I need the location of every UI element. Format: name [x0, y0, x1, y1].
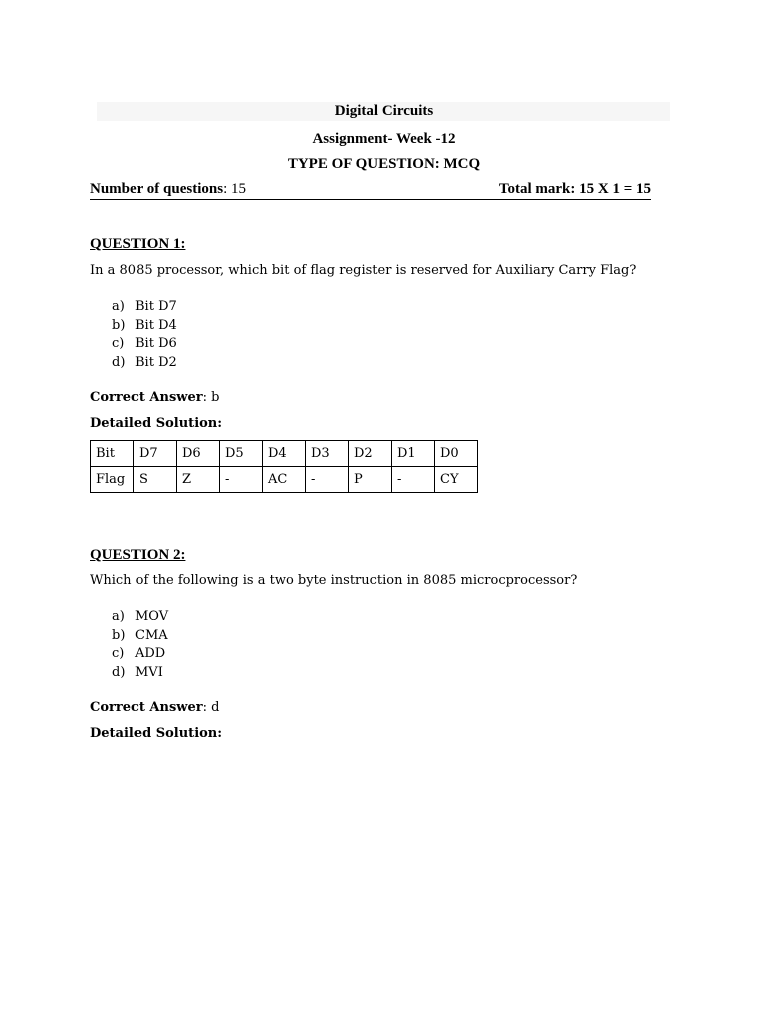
option-label: d)	[112, 354, 126, 370]
question-2-solution-label: Detailed Solution:	[90, 726, 223, 741]
question-1-option-b	[112, 317, 177, 336]
answer-label: Correct Answer	[90, 390, 203, 405]
table-cell: -	[306, 467, 349, 493]
assignment-title: Assignment- Week -12	[312, 131, 456, 147]
question-2-option-c	[112, 645, 168, 664]
question-1-option-d	[112, 354, 177, 373]
option-label: d)	[112, 664, 126, 680]
option-label: a)	[112, 609, 125, 624]
table-cell: Bit	[91, 441, 134, 467]
option-text: Bit D2	[135, 354, 177, 370]
num-questions-label: Number of questions	[90, 181, 224, 197]
table-row	[91, 467, 478, 493]
question-2-option-b	[112, 627, 168, 646]
total-mark: Total mark: 15 X 1 = 15	[498, 181, 651, 197]
flag-register-table	[90, 440, 478, 493]
answer-label: Correct Answer	[90, 700, 203, 715]
meta-row	[90, 181, 651, 200]
question-1-heading: QUESTION 1:	[90, 236, 186, 252]
question-2-option-a	[112, 608, 168, 627]
option-label: b)	[112, 317, 126, 333]
table-row	[91, 441, 478, 467]
question-2-options	[112, 608, 168, 682]
table-cell: D4	[263, 441, 306, 467]
option-label: c)	[112, 336, 125, 351]
option-text: ADD	[135, 646, 166, 661]
table-cell: S	[134, 467, 177, 493]
option-text: Bit D6	[135, 336, 177, 351]
table-cell: AC	[263, 467, 306, 493]
option-text: MVI	[135, 664, 163, 680]
table-cell: D0	[435, 441, 478, 467]
num-questions	[90, 181, 246, 198]
table-cell: P	[349, 467, 392, 493]
option-text: CMA	[135, 627, 168, 643]
question-type: TYPE OF QUESTION: MCQ	[287, 156, 481, 172]
question-1-option-a	[112, 298, 177, 317]
answer-value: : b	[202, 390, 220, 405]
table-cell: D5	[220, 441, 263, 467]
table-cell: D1	[392, 441, 435, 467]
option-text: Bit D7	[135, 299, 177, 314]
option-label: a)	[112, 299, 125, 314]
question-1-options	[112, 298, 177, 372]
table-cell: Z	[177, 467, 220, 493]
option-text: MOV	[135, 609, 169, 624]
option-label: b)	[112, 627, 126, 643]
course-title: Digital Circuits	[334, 103, 434, 119]
table-cell: D7	[134, 441, 177, 467]
question-1-option-c	[112, 335, 177, 354]
question-1-text: In a 8085 processor, which bit of flag register is reserved for Auxiliary Carry Flag?	[90, 263, 637, 278]
table-cell: D3	[306, 441, 349, 467]
option-label: c)	[112, 646, 125, 661]
question-2-text: Which of the following is a two byte instruction in 8085 microcprocessor?	[90, 573, 578, 588]
option-text: Bit D4	[135, 317, 177, 333]
table-cell: CY	[435, 467, 478, 493]
table-cell: D6	[177, 441, 220, 467]
table-cell: D2	[349, 441, 392, 467]
table-cell: -	[220, 467, 263, 493]
table-cell: Flag	[91, 467, 134, 493]
question-2-answer	[90, 700, 219, 715]
question-2-heading: QUESTION 2:	[90, 547, 186, 563]
num-questions-value: : 15	[223, 181, 246, 197]
question-2-option-d	[112, 664, 168, 683]
answer-value: : d	[202, 700, 220, 715]
question-1-answer	[90, 390, 219, 405]
question-1-solution-label: Detailed Solution:	[90, 416, 223, 431]
table-cell: -	[392, 467, 435, 493]
